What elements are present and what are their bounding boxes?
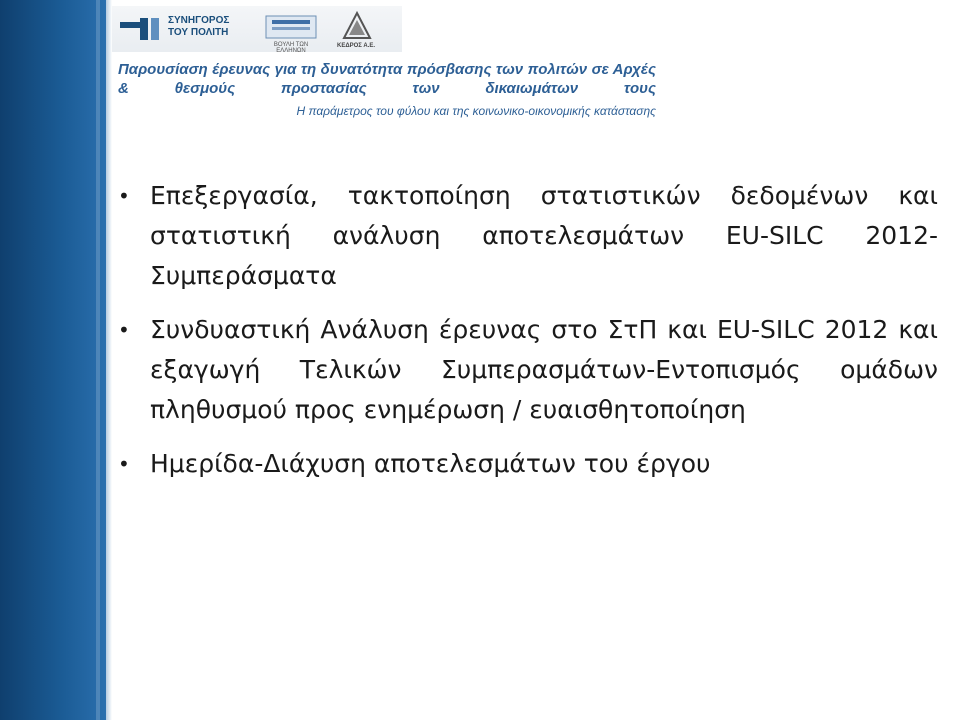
list-item	[112, 176, 938, 296]
kedros-logo-icon	[342, 10, 372, 42]
bullet-text: Συνδυαστική Ανάλυση έρευνας στο ΣτΠ και EU-SILC 2012 και εξαγωγή Τελικών Συμπερασμάτων-Εντοπισμός ομάδων πληθυσμού προς ενημέρωση / ευαισθητοποίηση	[150, 315, 938, 424]
list-item	[112, 444, 938, 484]
list-item	[112, 310, 938, 430]
band-highlight-stripe	[96, 0, 100, 720]
parliament-logo-icon	[262, 10, 320, 42]
bullet-list	[112, 176, 938, 498]
left-decorative-band	[0, 0, 106, 720]
bullet-text: Ημερίδα-Διάχυση αποτελεσμάτων του έργου	[150, 449, 711, 478]
ombudsman-logo-icon	[118, 14, 164, 44]
parliament-logo-label: ΒΟΥΛΗ ΤΩΝ ΕΛΛΗΝΩΝ	[273, 42, 309, 54]
ombudsman-logo-label: ΣΥΝΗΓΟΡΟΣ ΤΟΥ ΠΟΛΙΤΗ	[168, 15, 230, 38]
logos-strip	[112, 6, 402, 52]
bullet-icon: •	[118, 452, 130, 476]
header-banner	[112, 0, 660, 122]
bullet-icon: •	[118, 184, 130, 208]
banner-title: Παρουσίαση έρευνας για τη δυνατότητα πρόσβασης των πολιτών σε Αρχές & θεσμούς προστασίας των δικαιωμάτων τους	[118, 61, 656, 97]
bullet-text: Επεξεργασία, τακτοποίηση στατιστικών δεδομένων και στατιστική ανάλυση αποτελεσμάτων EU-SILC 2012-Συμπεράσματα	[150, 181, 938, 290]
kedros-logo-label: ΚΕΔΡΟΣ Α.Ε.	[336, 43, 376, 49]
banner-subtitle: Η παράμετρος του φύλου και της κοινωνικο-οικονομικής κατάστασης	[296, 104, 656, 118]
bullet-icon: •	[118, 318, 130, 342]
